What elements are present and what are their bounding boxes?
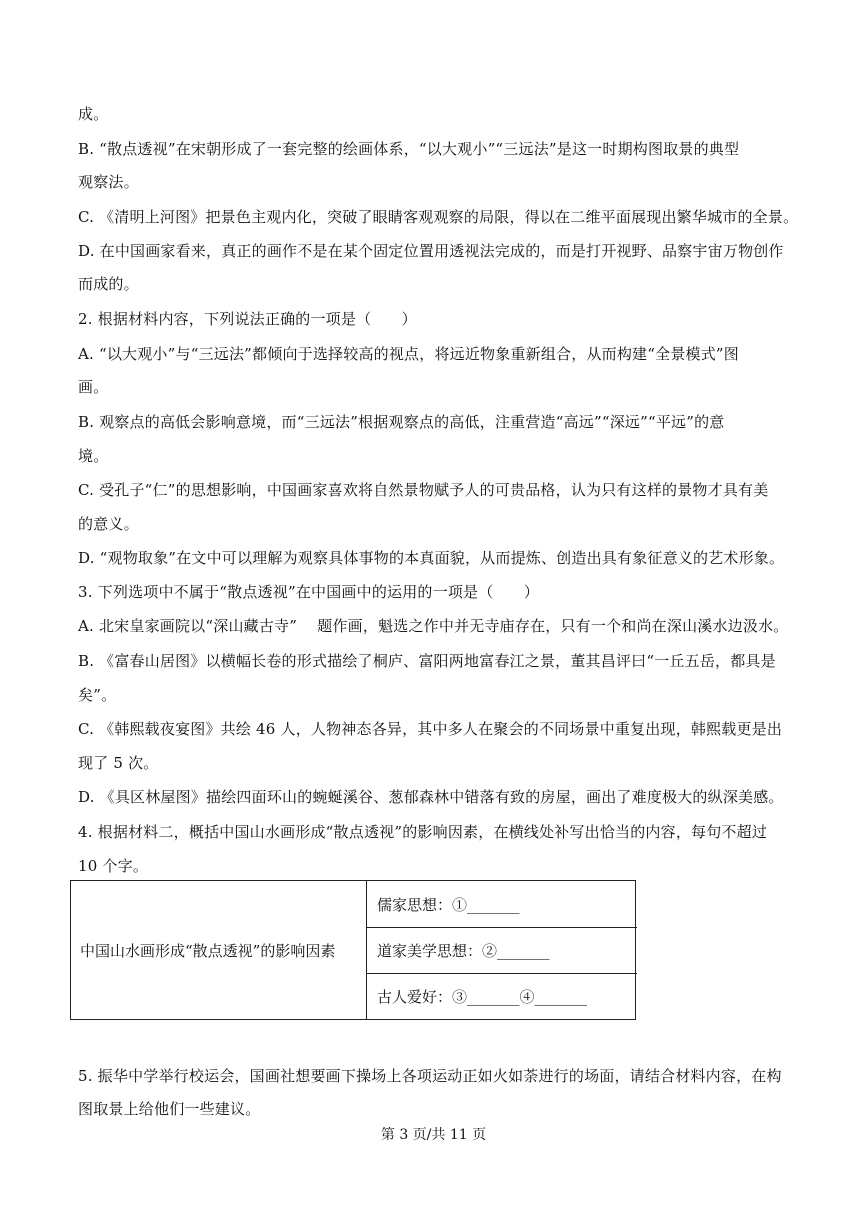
question-4-stem: 4. 根据材料二，概括中国山水画形成“散点透视”的影响因素，在横线处补写出恰当的内容，每句不超过 [78, 823, 768, 841]
text-line: 成。 [78, 105, 109, 123]
text-line: B. 观察点的高低会影响意境，而“三远法”根据观察点的高低，注重营造“高远”“深远”“平远”的意 [78, 413, 725, 431]
text-line: 现了 5 次。 [78, 754, 159, 772]
question-3-stem: 3. 下列选项中不属于“散点透视”在中国画中的运用的一项是（ ） [78, 583, 540, 601]
text-line: D. 在中国画家看来，真正的画作不是在某个固定位置用透视法完成的，而是打开视野、品察宇宙万物创作 [78, 242, 784, 260]
text-line: B. 《富春山居图》以横幅长卷的形式描绘了桐庐、富阳两地富春江之景，董其昌评曰“一丘五岳，都具是 [78, 652, 776, 670]
table-row-taoist: 道家美学思想：②_______ [367, 928, 637, 974]
question-2-stem: 2. 根据材料内容，下列说法正确的一项是（ ） [78, 310, 417, 328]
text-line: 境。 [78, 447, 109, 465]
text-line: C. 受孔子“仁”的思想影响，中国画家喜欢将自然景物赋予人的可贵品格，认为只有这样的景物才具有美 [78, 481, 769, 499]
text-line: A. 北宋皇家画院以“深山藏古寺” 题作画，魁选之作中并无寺庙存在，只有一个和尚在深山溪水边汲水。 [78, 617, 789, 635]
text-line: 10 个字。 [78, 857, 149, 875]
table-left-label: 中国山水画形成“散点透视”的影响因素 [71, 881, 367, 1019]
table-row-hobbies: 古人爱好：③_______④_______ [377, 988, 588, 1006]
text-line: 图取景上给他们一些建议。 [78, 1100, 261, 1118]
text-line: 而成的。 [78, 275, 139, 293]
table-row-confucian: 儒家思想：①_______ [367, 881, 637, 928]
question-5-stem: 5. 振华中学举行校运会，国画社想要画下操场上各项运动正如火如荼进行的场面，请结合材料内容，在构 [78, 1067, 782, 1085]
answer-table [70, 880, 636, 1020]
text-line: D. 《具区林屋图》描绘四面环山的蜿蜒溪谷、葱郁森林中错落有致的房屋，画出了难度极大的纵深美感。 [78, 788, 784, 806]
page-footer: 第 3 页/共 11 页 [380, 1127, 487, 1143]
text-line: D. “观物取象”在文中可以理解为观察具体事物的本真面貌，从而提炼、创造出具有象征意义的艺术形象。 [78, 549, 785, 567]
text-line: 的意义。 [78, 515, 139, 533]
text-line: 矣”。 [78, 686, 117, 704]
text-line: C. 《清明上河图》把景色主观内化，突破了眼睛客观观察的局限，得以在二维平面展现出繁华城市的全景。 [78, 208, 799, 226]
text-line: 观察法。 [78, 173, 139, 191]
text-line: C. 《韩熙载夜宴图》共绘 46 人，人物神态各异，其中多人在聚会的不同场景中重复出现，韩熙载更是出 [78, 720, 783, 738]
text-line: A. “以大观小”与“三远法”都倾向于选择较高的视点，将远近物象重新组合，从而构建“全景模式”图 [78, 345, 739, 363]
text-line: 画。 [78, 378, 109, 396]
text-line: B. “散点透视”在宋朝形成了一套完整的绘画体系，“以大观小”“三远法”是这一时期构图取景的典型 [78, 140, 740, 158]
